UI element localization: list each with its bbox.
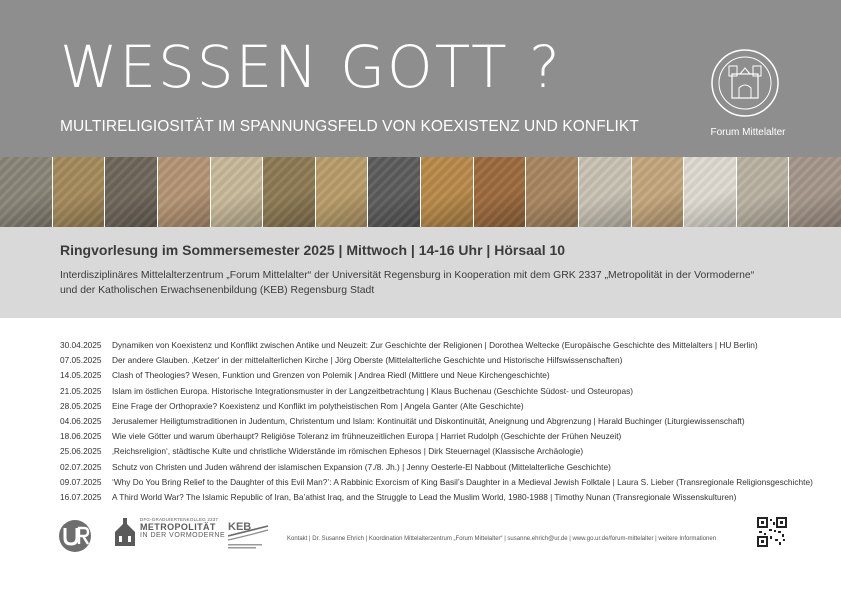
lecture-title: Dynamiken von Koexistenz und Konflikt zwischen Antike und Neuzeit: Zur Geschichte der Religionen | Dorothea Weltecke (Europäische Geschichte des Mittelalters | HU Berlin) (112, 340, 758, 350)
lecture-row (60, 444, 830, 459)
lecture-row (60, 490, 830, 505)
poster-title: WESSEN GOTT ? (60, 33, 562, 101)
lecture-row (60, 353, 830, 368)
artwork-tile (632, 157, 685, 227)
lecture-title: ‘Why Do You Bring Relief to the Daughter of this Evil Man?’: A Rabbinic Exorcism of King Basil’s Daughter in a Medieval Jewish Folktale | Laura S. Lieber (Transregionale Religionsgeschichte) (112, 476, 813, 487)
keb-logo-icon (228, 518, 270, 552)
lecture-date: 25.06.2025 (60, 446, 102, 457)
lecture-row (60, 384, 830, 399)
lecture-row (60, 429, 830, 444)
lecture-title: Wie viele Götter und warum überhaupt? Religiöse Toleranz im frühneuzeitlichen Europa | Harriet Rudolph (Geschichte der Frühen Neuzeit) (112, 431, 622, 442)
metro-sub-label: IN DER VORMODERNE (140, 532, 226, 539)
lecture-date: 04.06.2025 (60, 415, 102, 426)
image-strip (0, 157, 841, 227)
lecture-title: Jerusalemer Heiligtumstraditionen in Judentum, Christentum und Islam: Kontinuität und Diskontinuität, Aneignung und Abgrenzung | Harald Buchinger (Liturgiewissenschaft) (112, 415, 745, 426)
artwork-tile (105, 157, 158, 227)
university-regensburg-logo-icon (58, 519, 92, 553)
lecture-date: 21.05.2025 (60, 385, 102, 396)
artwork-tile (368, 157, 421, 227)
lecture-row (60, 399, 830, 414)
artwork-tile (789, 157, 841, 227)
lecture-row (60, 475, 830, 490)
keb-logo-text: KEB (228, 521, 252, 533)
lecture-date: 18.06.2025 (60, 431, 102, 442)
lecture-date: 09.07.2025 (60, 476, 102, 487)
artwork-tile (158, 157, 211, 227)
organizer-description-line: Interdisziplinäres Mittelalterzentrum „Forum Mittelalter“ der Universität Regensburg in Kooperation mit dem GRK 2337 „Metropolität in der Vormoderne“ (60, 270, 755, 281)
university-seal-icon (710, 48, 780, 118)
metropolitaet-logo (140, 517, 225, 540)
lecture-date: 28.05.2025 (60, 400, 102, 411)
lecture-row (60, 338, 830, 353)
artwork-tile (526, 157, 579, 227)
artwork-tile (0, 157, 53, 227)
lecture-title: Schutz von Christen und Juden während der islamischen Expansion (7./8. Jh.) | Jenny Oesterle-El Nabbout (Mittelalterliche Geschichte) (112, 461, 611, 472)
artwork-tile (316, 157, 369, 227)
artwork-tile (53, 157, 106, 227)
lecture-title: Der andere Glauben. ‚Ketzer‘ in der mittelalterlichen Kirche | Jörg Oberste (Mittelalterliche Geschichte und Historische Hilfswissenschaften) (112, 355, 623, 366)
lecture-row (60, 368, 830, 383)
metropolitaet-building-icon (112, 518, 138, 548)
lecture-date: 07.05.2025 (60, 355, 102, 366)
lecture-title: Islam im östlichen Europa. Historische Integrationsmuster in der Langzeitbetrachtung | Klaus Buchenau (Geschichte Südost- und Osteuropas) (112, 385, 633, 396)
artwork-tile (684, 157, 737, 227)
lecture-title: A Third World War? The Islamic Republic of Iran, Ba’athist Iraq, and the Struggle to Lead the Muslim World, 1980-1988 | Timothy Nunan (Transregionale Wissenskulturen) (112, 491, 737, 502)
artwork-tile (737, 157, 790, 227)
artwork-tile (263, 157, 316, 227)
artwork-tile (421, 157, 474, 227)
lecture-date: 16.07.2025 (60, 491, 102, 502)
artwork-tile (579, 157, 632, 227)
poster-subtitle: MULTIRELIGIOSITÄT IM SPANNUNGSFELD VON KOEXISTENZ UND KONFLIKT (60, 118, 639, 135)
lecture-date: 02.07.2025 (60, 461, 102, 472)
lecture-title: Eine Frage der Orthopraxie? Koexistenz und Konflikt im polytheistischen Rom | Angela Ganter (Alte Geschichte) (112, 400, 524, 411)
lecture-title: Clash of Theologies? Wesen, Funktion und Grenzen von Polemik | Andrea Riedl (Mittlere und Neue Kirchengeschichte) (112, 370, 550, 381)
forum-mittelalter-label: Forum Mittelalter (710, 127, 786, 138)
artwork-tile (474, 157, 527, 227)
contact-line: Kontakt | Dr. Susanne Ehrich | Koordination Mittelalterzentrum „Forum Mittelalter“ | susanne.ehrich@ur.de | www.go.ur.de/forum-mittelalter | weitere Informationen (287, 536, 717, 542)
lecture-series-title: Ringvorlesung im Sommersemester 2025 | Mittwoch | 14-16 Uhr | Hörsaal 10 (60, 242, 566, 258)
lecture-row (60, 460, 830, 475)
lecture-row (60, 414, 830, 429)
organizer-description (60, 268, 820, 298)
metro-small-label: DFG-GRADUIERTENKOLLEG 2337 (140, 517, 219, 522)
artwork-tile (211, 157, 264, 227)
qr-code-icon (757, 517, 787, 547)
lecture-date: 14.05.2025 (60, 370, 102, 381)
organizer-description-line: und der Katholischen Erwachsenenbildung (KEB) Regensburg Stadt (60, 285, 375, 296)
lecture-schedule (60, 338, 830, 505)
lecture-date: 30.04.2025 (60, 340, 102, 350)
metro-big-label: METROPOLITÄT (140, 522, 216, 532)
lecture-title: ‚Reichsreligion‘, städtische Kulte und christliche Widerstände im römischen Ephesos | Dirk Steuernagel (Klassische Archäologie) (112, 446, 584, 457)
